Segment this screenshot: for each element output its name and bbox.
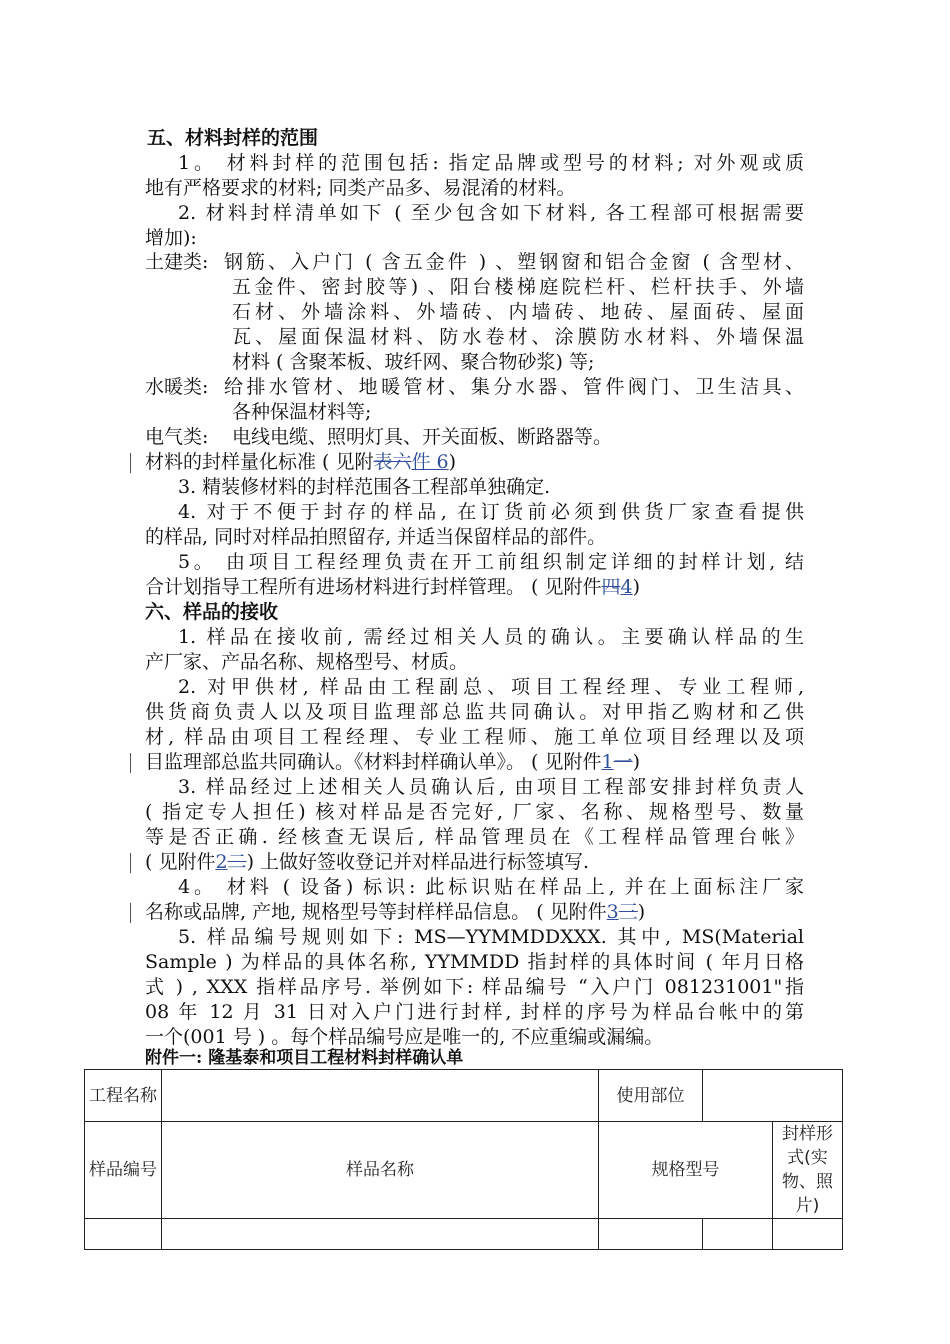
s5-p4-line1: 4. 对于不便于封存的样品, 在订货前必须到供货厂家查看提供 — [178, 501, 804, 523]
table-cell[interactable] — [773, 1219, 843, 1250]
s5-p1-line2: 地有严格要求的材料; 同类产品多、易混淆的材料。 — [145, 177, 576, 199]
civil-line2: 五金件、密封胶等) 、阳台楼梯庭院栏杆、栏杆扶手、外墙 — [232, 276, 804, 298]
p4-text: 名称或品牌, 产地, 规格型号等封样样品信息。 ( 见附件 — [145, 901, 607, 923]
table-cell[interactable] — [162, 1219, 599, 1250]
s5-p2-line2: 增加): — [145, 227, 197, 249]
deleted-revision: 表六 — [373, 451, 412, 473]
s5-p4-line2: 的样品, 同时对样品拍照留存, 并适当保留样品的部件。 — [145, 526, 607, 548]
inserted-revision: 4 — [620, 576, 633, 598]
table-cell[interactable] — [599, 1219, 703, 1250]
change-bar — [130, 903, 131, 923]
p5-text: 合计划指导工程所有进场材料进行封样管理。 ( 见附件 — [145, 576, 602, 598]
hvac-label: 水暖类: — [145, 376, 209, 398]
s5-p3: 3. 精装修材料的封样范围各工程部单独确定. — [178, 476, 551, 498]
p4-close: ) — [637, 901, 646, 923]
s6-p4-line1: 4。 材料 ( 设备) 标识: 此标识贴在样品上, 并在上面标注厂家 — [178, 876, 804, 898]
elec-label: 电气类: — [145, 426, 209, 448]
s6-p5-line3: 式 ) , XXX 指样品序号. 举例如下: 样品编号 “入户门 081231001"指 — [145, 976, 804, 998]
table-cell[interactable] — [703, 1219, 773, 1250]
sample-name-header: 样品名称 — [162, 1122, 599, 1219]
quant-standard-line — [145, 450, 456, 475]
s6-p3-line3: 等是否正确. 经核查无误后, 样品管理员在《工程样品管理台帐》 — [145, 826, 804, 848]
inserted-revision: 件 6 — [411, 451, 449, 473]
s6-p2-line4 — [145, 750, 640, 775]
spec-header: 规格型号 — [599, 1122, 773, 1219]
s5-p5-line2 — [145, 575, 640, 600]
s6-p3-line2: ( 指定专人担任) 核对样品是否完好, 厂家、名称、规格型号、数量 — [145, 801, 804, 823]
hvac-line1: 给排水管材、地暖管材、集分水器、管件阀门、卫生洁具、 — [224, 376, 804, 398]
quant-text: 材料的封样量化标准 ( 见附 — [145, 451, 374, 473]
deleted-revision: 三 — [618, 901, 638, 923]
s5-p5-line1: 5。 由项目工程经理负责在开工前组织制定详细的封样计划, 结 — [178, 551, 804, 573]
p3-text: ( 见附件 — [145, 851, 216, 873]
civil-label: 土建类: — [145, 251, 209, 273]
elec-line1: 电线电缆、照明灯具、开关面板、断路器等。 — [232, 426, 613, 448]
change-bar — [130, 453, 131, 473]
project-name-value[interactable] — [162, 1070, 599, 1122]
s6-p5-line5: 一个(001 号 ) 。每个样品编号应是唯一的, 不应重编或漏编。 — [145, 1026, 664, 1048]
hvac-line2: 各种保温材料等; — [232, 401, 372, 423]
civil-line1: 钢筋、入户门 ( 含五金件 ) 、塑钢窗和铝合金窗 ( 含型材、 — [224, 251, 804, 273]
inserted-revision: 3 — [606, 901, 619, 923]
s6-p2-line3: 材, 样品由项目工程经理、专业工程师、施工单位项目经理以及项 — [145, 726, 804, 748]
quant-close: ) — [448, 451, 457, 473]
p2-close: ) — [632, 751, 641, 773]
s6-p2-line1: 2. 对甲供材, 样品由工程副总、项目工程经理、专业工程师, — [178, 676, 804, 698]
table-row — [85, 1122, 843, 1219]
p3-close: ) 上做好签收登记并对样品进行标签填写. — [246, 851, 590, 873]
dept-value[interactable] — [703, 1070, 843, 1122]
s6-p2-line2: 供货商负责人以及项目监理部总监共同确认。对甲指乙购材和乙供 — [145, 701, 804, 723]
project-name-label: 工程名称 — [85, 1070, 162, 1122]
civil-line3: 石材、外墙涂料、外墙砖、内墙砖、地砖、屋面砖、屋面 — [232, 301, 804, 323]
attachment-title: 附件一: 隆基泰和项目工程材料封样确认单 — [145, 1048, 464, 1068]
sample-no-header: 样品编号 — [85, 1122, 162, 1219]
deleted-revision: 四 — [601, 576, 621, 598]
s6-p3-line4 — [145, 850, 589, 875]
p5-close: ) — [632, 576, 641, 598]
s6-p5-line2: Sample ) 为样品的具体名称, YYMMDD 指封样的具体时间 ( 年月日格 — [145, 951, 804, 973]
inserted-revision: 2 — [215, 851, 228, 873]
s6-p5-line1: 5. 样品编号规则如下: MS—YYMMDDXXX. 其中, MS(Material — [178, 926, 804, 948]
table-cell[interactable] — [85, 1219, 162, 1250]
table-row — [85, 1219, 843, 1250]
s6-p3-line1: 3. 样品经过上述相关人员确认后, 由项目工程部安排封样负责人 — [178, 776, 804, 798]
deleted-revision: 一 — [613, 751, 633, 773]
sample-confirmation-form — [84, 1069, 843, 1250]
change-bar — [130, 853, 131, 873]
p2-text: 目监理部总监共同确认。《材料封样确认单》。 ( 见附件 — [145, 751, 602, 773]
civil-line4: 瓦、屋面保温材料、防水卷材、涂膜防水材料、外墙保温 — [232, 326, 804, 348]
seal-form-header: 封样形式(实物、照片) — [773, 1122, 843, 1219]
deleted-revision: 二 — [227, 851, 247, 873]
change-bar — [130, 753, 131, 773]
s6-p5-line4: 08 年 12 月 31 日对入户门进行封样, 封样的序号为样品台帐中的第 — [145, 1001, 804, 1023]
s5-p1-line1: 1。 材料封样的范围包括: 指定品牌或型号的材料; 对外观或质 — [178, 152, 804, 174]
dept-label: 使用部位 — [599, 1070, 703, 1122]
inserted-revision: 1 — [601, 751, 614, 773]
section-6-heading: 六、样品的接收 — [145, 601, 279, 623]
s6-p1-line2: 产厂家、产品名称、规格型号、材质。 — [145, 651, 469, 673]
s6-p1-line1: 1. 样品在接收前, 需经过相关人员的确认。主要确认样品的生 — [178, 626, 804, 648]
s5-p2-line1: 2. 材料封样清单如下 ( 至少包含如下材料, 各工程部可根据需要 — [178, 202, 804, 224]
civil-line5: 材料 ( 含聚苯板、玻纤网、聚合物砂浆) 等; — [232, 351, 595, 373]
section-5-heading: 五、材料封样的范围 — [147, 127, 319, 149]
table-row — [85, 1070, 843, 1122]
s6-p4-line2 — [145, 900, 645, 925]
